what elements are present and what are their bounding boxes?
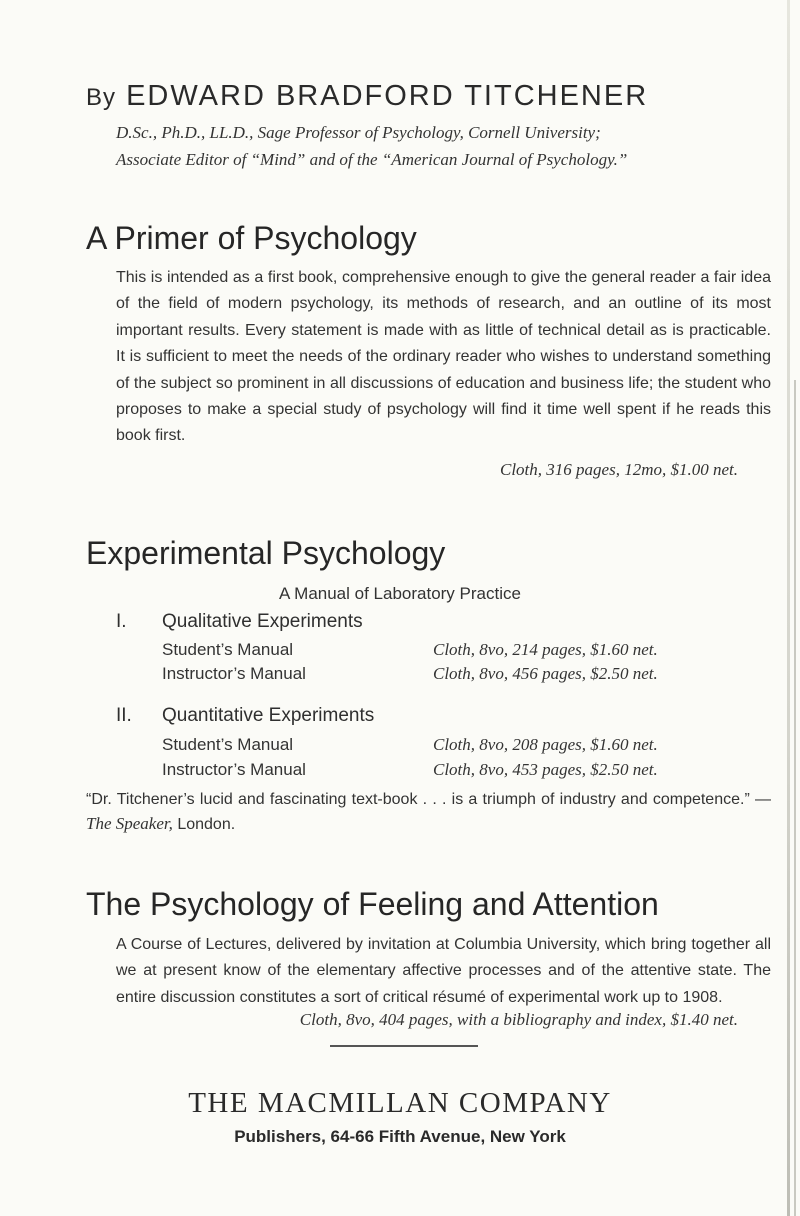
author-by: By	[86, 84, 117, 111]
part-label: Quantitative Experiments	[162, 705, 375, 726]
manual-name: Instructor’s Manual	[162, 760, 306, 779]
page-edge-shadow	[787, 0, 790, 1216]
publisher-name: THE MACMILLAN COMPANY	[188, 1087, 612, 1119]
author-credentials-line1: D.Sc., Ph.D., LL.D., Sage Professor of Psychology, Cornell University;	[116, 123, 601, 142]
book-subtitle-experimental: A Manual of Laboratory Practice	[279, 584, 521, 603]
quote-source: The Speaker,	[86, 814, 173, 833]
manual-price: Cloth, 8vo, 208 pages, $1.60 net.	[433, 735, 658, 754]
book-title-experimental: Experimental Psychology	[86, 535, 446, 571]
part-number: I.	[116, 611, 127, 632]
quote-place: London.	[172, 816, 236, 833]
part-qualitative	[116, 611, 363, 633]
part-label: Qualitative Experiments	[162, 611, 363, 632]
part-number: II.	[116, 705, 132, 726]
author-credentials-line2: Associate Editor of “Mind” and of the “American Journal of Psychology.”	[116, 150, 628, 169]
manual-name: Student’s Manual	[162, 735, 294, 754]
publisher-address: Publishers, 64-66 Fifth Avenue, New York	[234, 1127, 566, 1146]
book-price-feeling-attention: Cloth, 8vo, 404 pages, with a bibliography and index, $1.40 net.	[299, 1010, 738, 1029]
book-price-primer: Cloth, 316 pages, 12mo, $1.00 net.	[500, 460, 738, 479]
book-title-primer: A Primer of Psychology	[86, 220, 417, 256]
manual-name: Instructor’s Manual	[162, 664, 306, 683]
author-name: EDWARD BRADFORD TITCHENER	[126, 80, 649, 112]
manual-price: Cloth, 8vo, 214 pages, $1.60 net.	[433, 640, 658, 659]
author-heading	[86, 80, 766, 113]
part-quantitative	[116, 705, 374, 727]
book-description-primer: This is intended as a first book, comprehensive enough to give the general reader a fair idea of the field of modern psychology, its methods of research, and an outline of its most important results. Every statement is made with as little of technical detail as is practicable. It is sufficient to meet the needs of the ordinary reader who wishes to understand something of the subject so prominent in all discussions of education and business life; the student who proposes to make a special study of psychology will find it time well spent if he reads this book first.	[116, 269, 771, 445]
manual-price: Cloth, 8vo, 456 pages, $2.50 net.	[433, 664, 658, 683]
review-quote	[86, 788, 771, 837]
divider-rule	[330, 1045, 478, 1047]
book-title-feeling-attention: The Psychology of Feeling and Attention	[86, 886, 659, 922]
manual-name: Student’s Manual	[162, 640, 294, 659]
manual-price: Cloth, 8vo, 453 pages, $2.50 net.	[433, 760, 658, 779]
quote-text: “Dr. Titchener’s lucid and fascinating text-book . . . is a triumph of industry and competence.” —	[86, 791, 771, 808]
book-description-feeling-attention: A Course of Lectures, delivered by invitation at Columbia University, which bring together all we at present know of the elementary affective processes and of the attentive state. The entire discussion constitutes a sort of critical résumé of experimental work up to 1908.	[116, 936, 771, 1006]
